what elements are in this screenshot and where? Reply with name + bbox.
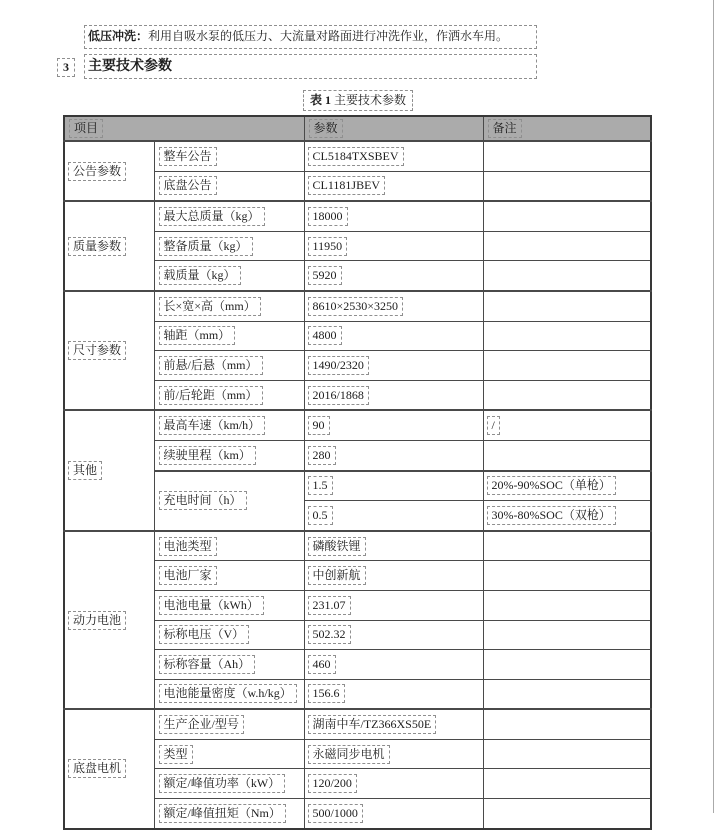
parameter-label: 长×宽×高（mm） xyxy=(159,297,261,316)
intro-paragraph xyxy=(84,25,537,49)
value-cell xyxy=(304,799,483,829)
label-cell xyxy=(154,620,304,650)
value-cell xyxy=(304,440,483,470)
parameter-label: 额定/峰值扭矩（Nm） xyxy=(159,804,286,823)
remark-cell xyxy=(483,799,651,829)
remark-cell xyxy=(483,590,651,620)
remark-cell xyxy=(483,650,651,680)
remark-cell xyxy=(483,380,651,410)
parameter-label: 充电时间（h） xyxy=(159,491,247,510)
group-label: 公告参数 xyxy=(68,162,126,181)
parameter-value: 120/200 xyxy=(308,774,357,793)
value-cell xyxy=(304,410,483,440)
parameter-value: 90 xyxy=(308,416,330,435)
group-cell xyxy=(64,410,154,530)
parameter-value: 2016/1868 xyxy=(308,386,369,405)
value-cell xyxy=(304,351,483,381)
remark-cell xyxy=(483,201,651,231)
value-cell xyxy=(304,769,483,799)
table-row xyxy=(64,141,651,171)
parameter-label: 最高车速（km/h） xyxy=(159,416,266,435)
group-label: 其他 xyxy=(68,461,102,480)
parameter-label: 标称容量（Ah） xyxy=(159,655,256,674)
parameter-value: 156.6 xyxy=(308,684,345,703)
header-remark xyxy=(483,116,651,141)
label-cell xyxy=(154,561,304,591)
value-cell xyxy=(304,620,483,650)
remark-value: 30%-80%SOC（双枪） xyxy=(487,506,616,525)
label-cell xyxy=(154,380,304,410)
value-cell xyxy=(304,321,483,351)
spec-table-body xyxy=(64,141,651,829)
value-cell xyxy=(304,709,483,739)
label-cell xyxy=(154,321,304,351)
label-cell xyxy=(154,769,304,799)
label-cell xyxy=(154,590,304,620)
table-row xyxy=(64,201,651,231)
remark-value: 20%-90%SOC（单枪） xyxy=(487,476,616,495)
page-edge-line xyxy=(713,0,714,813)
parameter-value: 1490/2320 xyxy=(308,356,369,375)
remark-cell xyxy=(483,321,651,351)
label-cell xyxy=(154,471,304,531)
parameter-label: 续驶里程（km） xyxy=(159,446,256,465)
parameter-value: 4800 xyxy=(308,326,342,345)
table-header-row xyxy=(64,116,651,141)
parameter-label: 电池厂家 xyxy=(159,566,217,585)
remark-cell xyxy=(483,561,651,591)
table-caption-number: 表 1 xyxy=(310,93,332,107)
remark-cell xyxy=(483,620,651,650)
remark-cell xyxy=(483,261,651,291)
parameter-label: 生产企业/型号 xyxy=(159,715,244,734)
parameter-value: 湖南中车/TZ366XS50E xyxy=(308,715,437,734)
table-row xyxy=(64,410,651,440)
parameter-value: 1.5 xyxy=(308,476,333,495)
remark-cell xyxy=(483,531,651,561)
parameter-label: 底盘公告 xyxy=(159,176,217,195)
label-cell xyxy=(154,261,304,291)
remark-cell xyxy=(483,501,651,531)
parameter-value: 460 xyxy=(308,655,336,674)
parameter-value: 280 xyxy=(308,446,336,465)
parameter-value: 18000 xyxy=(308,207,348,226)
remark-cell xyxy=(483,171,651,201)
value-cell xyxy=(304,650,483,680)
spec-table xyxy=(63,115,652,830)
value-cell xyxy=(304,201,483,231)
parameter-value: CL5184TXSBEV xyxy=(308,147,404,166)
header-remark-label: 备注 xyxy=(488,119,522,138)
table-caption-title: 主要技术参数 xyxy=(331,93,407,107)
header-parameter-label: 参数 xyxy=(309,119,343,138)
group-cell xyxy=(64,531,154,710)
parameter-label: 载质量（kg） xyxy=(159,266,241,285)
remark-cell xyxy=(483,291,651,321)
parameter-label: 轴距（mm） xyxy=(159,326,236,345)
parameter-value: 500/1000 xyxy=(308,804,363,823)
remark-value: / xyxy=(487,416,500,435)
group-cell xyxy=(64,709,154,828)
remark-cell xyxy=(483,141,651,171)
label-cell xyxy=(154,141,304,171)
parameter-label: 标称电压（V） xyxy=(159,625,250,644)
parameter-value: 8610×2530×3250 xyxy=(308,297,404,316)
parameter-label: 类型 xyxy=(159,745,193,764)
parameter-value: CL1181JBEV xyxy=(308,176,386,195)
table-caption xyxy=(303,90,413,111)
label-cell xyxy=(154,679,304,709)
label-cell xyxy=(154,440,304,470)
label-cell xyxy=(154,531,304,561)
label-cell xyxy=(154,410,304,440)
group-label: 尺寸参数 xyxy=(68,341,126,360)
value-cell xyxy=(304,501,483,531)
label-cell xyxy=(154,351,304,381)
remark-cell xyxy=(483,231,651,261)
parameter-value: 磷酸铁锂 xyxy=(308,537,366,556)
table-row xyxy=(64,291,651,321)
group-label: 质量参数 xyxy=(68,237,126,256)
value-cell xyxy=(304,231,483,261)
intro-lead-text: 低压冲洗： xyxy=(88,29,149,43)
parameter-label: 整备质量（kg） xyxy=(159,237,253,256)
label-cell xyxy=(154,739,304,769)
value-cell xyxy=(304,590,483,620)
label-cell xyxy=(154,231,304,261)
remark-cell xyxy=(483,739,651,769)
label-cell xyxy=(154,171,304,201)
value-cell xyxy=(304,739,483,769)
value-cell xyxy=(304,561,483,591)
remark-cell xyxy=(483,410,651,440)
parameter-label: 整车公告 xyxy=(159,147,217,166)
remark-cell xyxy=(483,440,651,470)
table-row xyxy=(64,531,651,561)
remark-cell xyxy=(483,709,651,739)
group-label: 动力电池 xyxy=(68,611,126,630)
label-cell xyxy=(154,709,304,739)
parameter-label: 前悬/后悬（mm） xyxy=(159,356,263,375)
header-item xyxy=(64,116,304,141)
remark-cell xyxy=(483,769,651,799)
parameter-value: 0.5 xyxy=(308,506,333,525)
parameter-label: 电池能量密度（w.h/kg） xyxy=(159,684,297,703)
remark-cell xyxy=(483,351,651,381)
label-cell xyxy=(154,291,304,321)
header-item-label: 项目 xyxy=(69,119,103,138)
value-cell xyxy=(304,291,483,321)
parameter-label: 电池类型 xyxy=(159,537,217,556)
label-cell xyxy=(154,799,304,829)
parameter-value: 231.07 xyxy=(308,596,351,615)
value-cell xyxy=(304,171,483,201)
parameter-value: 11950 xyxy=(308,237,348,256)
table-row xyxy=(64,709,651,739)
parameter-value: 5920 xyxy=(308,266,342,285)
header-parameter xyxy=(304,116,483,141)
section-number: 3 xyxy=(57,58,75,77)
group-cell xyxy=(64,201,154,291)
group-cell xyxy=(64,141,154,201)
value-cell xyxy=(304,531,483,561)
parameter-value: 中创新航 xyxy=(308,566,366,585)
group-cell xyxy=(64,291,154,410)
parameter-value: 永磁同步电机 xyxy=(308,745,390,764)
group-label: 底盘电机 xyxy=(68,759,126,778)
value-cell xyxy=(304,141,483,171)
label-cell xyxy=(154,650,304,680)
value-cell xyxy=(304,471,483,501)
remark-cell xyxy=(483,471,651,501)
label-cell xyxy=(154,201,304,231)
parameter-label: 最大总质量（kg） xyxy=(159,207,265,226)
remark-cell xyxy=(483,679,651,709)
value-cell xyxy=(304,679,483,709)
parameter-label: 前/后轮距（mm） xyxy=(159,386,263,405)
intro-body-text: 利用自吸水泵的低压力、大流量对路面进行冲洗作业，作洒水车用。 xyxy=(148,29,509,43)
parameter-label: 电池电量（kWh） xyxy=(159,596,264,615)
parameter-value: 502.32 xyxy=(308,625,351,644)
section-heading: 主要技术参数 xyxy=(84,54,537,79)
parameter-label: 额定/峰值功率（kW） xyxy=(159,774,286,793)
value-cell xyxy=(304,261,483,291)
value-cell xyxy=(304,380,483,410)
